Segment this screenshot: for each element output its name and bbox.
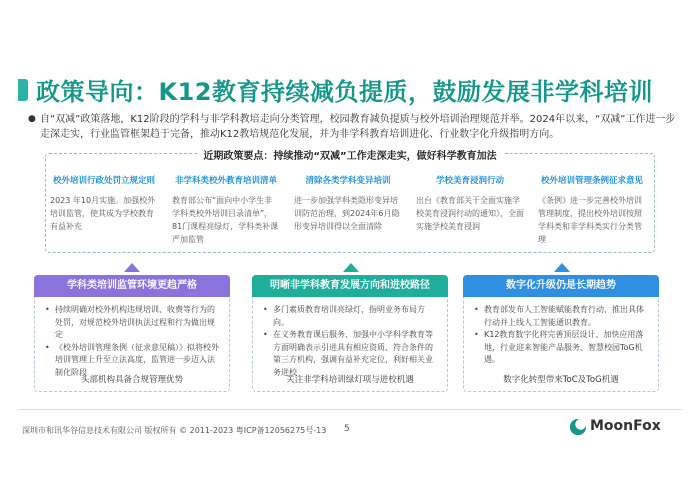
policy-body: 2023 年10月实施。加强校外培训监管，使其成为学校教育有益补充 [50,196,156,231]
trend-card-digital [463,275,659,392]
card-bullet: • K12教育数字化将完善顶层设计、加快应用落地，行业迎来智能产品服务、智慧校园ToG机遇。 [474,329,650,367]
policy-body: 出台《教育部关于全面实施学校美育浸润行动的通知》，全面实施学校美育浸润 [416,196,524,231]
page-number: 5 [344,424,350,434]
policy-body: 进一步加强学科类隐形变异培训防范治理，到2024年6月隐形变异培训得以全面清除 [294,196,400,231]
policy-heading: 校外培训行政处罚立规定则 [52,176,155,186]
card-bullet: • 《校外培训管理条例（征求意见稿）》拟将校外培训管理上升至立法高度，监管进一步迈入法制化阶段 [45,342,221,380]
bullet-icon: ● [28,114,36,124]
policy-item [294,174,402,233]
card-heading: 数字化升级仍是长期趋势 [463,275,659,297]
trend-card-subject-regulation [34,275,230,392]
card-heading: 学科类培训监管环境更趋严格 [34,275,230,297]
recent-policies-box [45,153,655,253]
card-heading: 明晰非学科教育发展方向和进校路径 [252,275,448,297]
card-footer: 数字化转型带来ToC及ToG机遇 [503,375,619,385]
up-arrow-icon [554,263,570,272]
card-footer: 头部机构具备合规管理优势 [80,375,183,385]
policy-heading: 学校美育浸润行动 [435,176,504,186]
footer-divider [18,409,682,410]
trend-card-non-subject [252,275,448,392]
policy-heading: 非学科类校外教育培训清单 [174,176,277,186]
policy-body: 教育部公布“面向中小学生非学科类校外培训目录清单”，81门课程亮绿灯，学科类补课严加监管 [172,196,279,244]
intro-paragraph [28,112,680,142]
copyright-text: 深圳市和讯华谷信息技术有限公司 版权所有 © 2011-2023 粤ICP备12056275号-13 [22,426,327,435]
card-bullet: • 在义务教育课后服务、加强中小学科学教育等方面明确表示引进具有相应资质、符合条件的第三方机构，强调有益补充定位，利好相关业务进校 [263,329,439,379]
intro-text: 自“双减”政策落地，K12阶段的学科与非学科教培走向分类管理，校园教育减负提质与校外培训治理规范并举。2024年以来，“双减”工作进一步走深走实，行业监管框架趋于完备，推动K12教培规范化发展，并为非学科教育培训进化、行业数字化升级指明方向。 [40,114,676,140]
card-bullet: • 多门素质教育培训亮绿灯，指明业务布局方向。 [263,304,439,329]
card-bullet: • 持续明确对校外机构违规培训、收费等行为的处罚，对规范校外培训执法过程和行为做出规定 [45,304,221,342]
up-arrow-icon [343,263,359,272]
card-footer: 关注非学科培训绿灯项与进校机遇 [286,375,414,385]
policy-heading: 校外培训管理条例征求意见 [540,176,643,186]
recent-policies-title: 近期政策要点：持续推动“双减”工作走深走实，做好科学教育加法 [46,147,654,162]
up-arrow-icon [124,263,140,272]
policy-item [172,174,280,246]
brand-name: MoonFox [590,418,661,434]
policy-item [416,174,524,233]
policy-item [538,174,646,246]
policy-body: 《条例》进一步完善校外培训管理制度，提出校外培训按照学科类和非学科类实行分类管理 [538,196,642,244]
card-bullet: • 教育部发布人工智能赋能教育行动，推出具体行动并上线人工智能通识教育。 [474,304,650,329]
policy-item [50,174,158,233]
title-accent-bar [18,79,28,101]
policy-heading: 清除各类学科变异培训 [305,176,391,186]
page-title: 政策导向：K12教育持续减负提质，鼓励发展非学科培训 [36,78,653,106]
moonfox-logo-icon [569,418,587,436]
